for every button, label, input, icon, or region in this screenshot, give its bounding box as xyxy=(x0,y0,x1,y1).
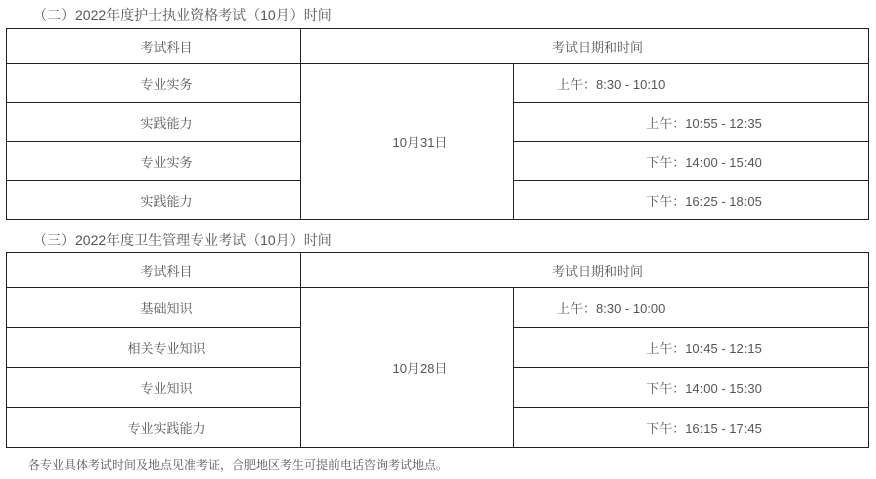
exam-date-cell: 10月31日 xyxy=(301,64,514,220)
subject-cell: 实践能力 xyxy=(7,181,301,220)
nurse-exam-table xyxy=(6,28,869,220)
subject-cell: 专业知识 xyxy=(7,368,301,408)
time-cell: 下午：14:00 - 15:40 xyxy=(514,142,869,181)
time-cell: 下午：14:00 - 15:30 xyxy=(514,368,869,408)
table-header-row xyxy=(7,253,869,288)
section-title-health-management-exam: （三）2022年度卫生管理专业考试（10月）时间 xyxy=(33,232,332,248)
footer-note: 各专业具体考试时间及地点见准考证，合肥地区考生可提前电话咨询考试地点。 xyxy=(28,458,449,472)
subject-cell: 基础知识 xyxy=(7,288,301,328)
subject-cell: 专业实务 xyxy=(7,142,301,181)
time-cell: 下午：16:15 - 17:45 xyxy=(514,408,869,448)
subject-column-header: 考试科目 xyxy=(7,253,301,288)
time-cell: 下午：16:25 - 18:05 xyxy=(514,181,869,220)
time-cell: 上午：8:30 - 10:10 xyxy=(514,64,869,103)
exam-date-cell: 10月28日 xyxy=(301,288,514,448)
section-title-nurse-exam: （二）2022年度护士执业资格考试（10月）时间 xyxy=(33,7,332,23)
subject-column-header: 考试科目 xyxy=(7,29,301,64)
table-row xyxy=(7,288,869,328)
subject-cell: 专业实务 xyxy=(7,64,301,103)
subject-cell: 实践能力 xyxy=(7,103,301,142)
datetime-column-header: 考试日期和时间 xyxy=(301,253,869,288)
subject-cell: 相关专业知识 xyxy=(7,328,301,368)
table-row xyxy=(7,64,869,103)
health-management-exam-table xyxy=(6,252,869,448)
time-cell: 上午：10:55 - 12:35 xyxy=(514,103,869,142)
time-cell: 上午：10:45 - 12:15 xyxy=(514,328,869,368)
time-cell: 上午：8:30 - 10:00 xyxy=(514,288,869,328)
datetime-column-header: 考试日期和时间 xyxy=(301,29,869,64)
subject-cell: 专业实践能力 xyxy=(7,408,301,448)
table-header-row xyxy=(7,29,869,64)
